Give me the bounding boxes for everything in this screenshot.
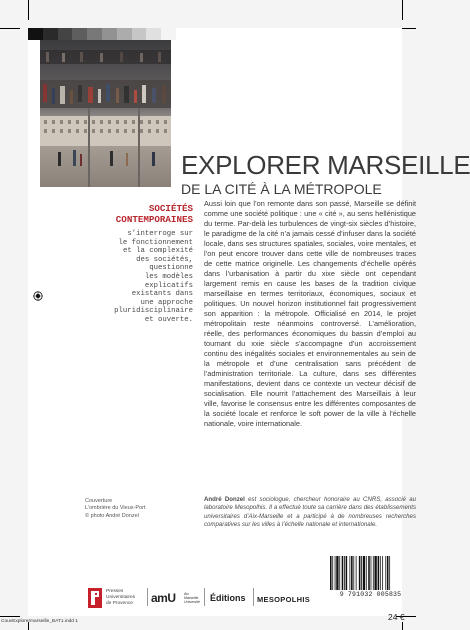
mesopolhis-logo: MESOPOLHIS xyxy=(257,595,311,604)
logo-divider xyxy=(147,588,148,606)
crop-mark xyxy=(28,0,29,20)
file-slug: CouvExplorermarseille_BAT1.indd 1 xyxy=(1,619,78,624)
series-blurb xyxy=(80,230,193,325)
author-name: André Donzel xyxy=(204,496,245,503)
author-bio xyxy=(204,496,416,529)
cover-caption xyxy=(85,498,185,520)
barcode-bar xyxy=(363,556,365,590)
barcode-bar xyxy=(374,556,376,590)
barcode-bar xyxy=(339,556,340,590)
barcode-bar xyxy=(380,556,381,590)
back-cover-text: Aussi loin que l’on remonte dans son passé, Marseille se définit comme une société politique : une « cité », au sens hellénistique du terme. Par-delà les turbulences de vingt-six siècles d’histoire, le paradigme de la cité n’a jamais cessé d’infuser dans la société locale, dans ses structures spatiales, sociales, voire mentales, et l’on peut encore trouver dans cette ville de nombreuses traces de cette matrice originelle. Les changements d’échelle opérés dans l’urbanisation à partir du xixe siècle ont cependant largement remis en cause les bases de la tradition civique marseillaise en termes territoriaux, économiques, sociaux et politiques. Un nouvel horizon institutionnel fait progressivement son apparition : la métropole. Officialisé en 2014, le projet métropolitain reste néanmoins controversé. L’amélioration, réelle, des performances économiques du bassin d’emploi au tournant du xxie siècle s’accompagne d’un accroissement continu des inégalités sociales et environnementales au sein de la métropole et d’une centralisation sans précédent de l’administration territoriale. La culture, dans ses différentes manifestations, devient dans ce contexte un vecteur décisif de socialisation. Elle nourrit l’attachement des Marseillais à leur ville, favorise le consensus entre les différentes composantes de la société locale et renforce le soft power de la ville à l’échelle nationale, voire internationale. xyxy=(204,199,416,428)
price: 24 € xyxy=(388,612,405,622)
pup-logo-line: Universitaires xyxy=(106,595,136,600)
barcode-bar xyxy=(368,556,370,590)
series-blurb-line: le fonctionnement xyxy=(118,238,193,247)
series-name-line: CONTEMPORAINES xyxy=(115,213,193,225)
barcode-bar xyxy=(378,556,380,590)
cover-caption-line: © photo André Donzel xyxy=(85,512,139,519)
barcode-bar xyxy=(344,556,345,590)
book-subtitle: DE LA CITÉ À LA MÉTROPOLE xyxy=(181,181,382,197)
barcode-bar xyxy=(336,556,338,590)
pup-logo-line: Presses xyxy=(106,589,124,594)
editions-logo: Éditions xyxy=(210,593,246,603)
crop-mark xyxy=(402,0,403,20)
pup-logo xyxy=(88,588,144,608)
barcode-bar xyxy=(353,556,354,590)
amu-logo-line: Aix xyxy=(184,592,189,596)
barcode-bar xyxy=(361,556,362,590)
barcode-bar xyxy=(346,556,348,590)
barcode-bar xyxy=(389,556,390,590)
crop-mark xyxy=(0,28,20,29)
barcode-bar xyxy=(332,556,333,590)
series-blurb-line: les modèles xyxy=(144,272,193,281)
series-blurb-line: pluridisciplinaire xyxy=(114,307,193,316)
pup-logo-line: de Provence xyxy=(106,601,133,606)
crop-mark xyxy=(402,622,403,630)
cover-sheet xyxy=(28,28,470,622)
pup-logo-icon xyxy=(88,588,102,608)
logo-divider xyxy=(204,588,205,606)
amu-logo-line: Marseille xyxy=(184,596,199,601)
barcode-bar xyxy=(342,556,344,590)
isbn-barcode xyxy=(328,556,413,592)
registration-target-icon xyxy=(33,291,43,301)
barcode-bar xyxy=(335,556,336,590)
color-calibration-bar xyxy=(28,28,176,40)
amu-logo-line: Université xyxy=(184,600,200,605)
series-blurb-line: une approche xyxy=(140,298,193,307)
series-name xyxy=(83,204,193,225)
book-title: EXPLORER MARSEILLE xyxy=(181,150,470,180)
barcode-bar xyxy=(366,556,367,590)
series-name-line: SOCIÉTÉS xyxy=(148,203,193,214)
series-blurb-line: questionne xyxy=(149,264,193,273)
barcode-bar xyxy=(371,556,372,590)
series-blurb-line: des sociétés, xyxy=(136,255,193,264)
isbn-digits: 9 791032 005835 xyxy=(339,591,402,598)
barcode-bar xyxy=(387,556,389,590)
barcode-bar xyxy=(385,556,386,590)
series-blurb-line: et ouverte. xyxy=(144,315,193,324)
series-blurb-line: explicatifs xyxy=(144,281,193,290)
barcode-bar xyxy=(350,556,351,590)
series-blurb-line: existants dans xyxy=(131,290,193,299)
series-blurb-line: s’interroge sur xyxy=(127,230,193,238)
cover-caption-line: L’ombrière du Vieux-Port xyxy=(85,505,146,512)
barcode-bar xyxy=(359,556,361,590)
logo-divider xyxy=(253,588,254,606)
cover-caption-line: Couverture xyxy=(85,498,113,504)
barcode-bar xyxy=(351,556,353,590)
author-bio-text: est sociologue, chercheur honoraire au CNRS, associé au laboratoire Mesopolhis. Il a effectué toute sa carrière dans des établissements universitaires d’Aix-Marseille et a participé à de nombreuses recherches comparatives sur les villes à l’échelle nationale et internationale. xyxy=(204,496,416,528)
barcode-bar xyxy=(382,556,383,590)
crop-mark xyxy=(0,616,20,617)
amu-logo-mark: amU xyxy=(151,591,176,605)
barcode-bar xyxy=(330,556,332,590)
barcode-bar xyxy=(373,556,374,590)
cover-photo xyxy=(40,40,171,187)
barcode-bar xyxy=(356,556,357,590)
series-blurb-line: et la complexité xyxy=(122,247,193,256)
